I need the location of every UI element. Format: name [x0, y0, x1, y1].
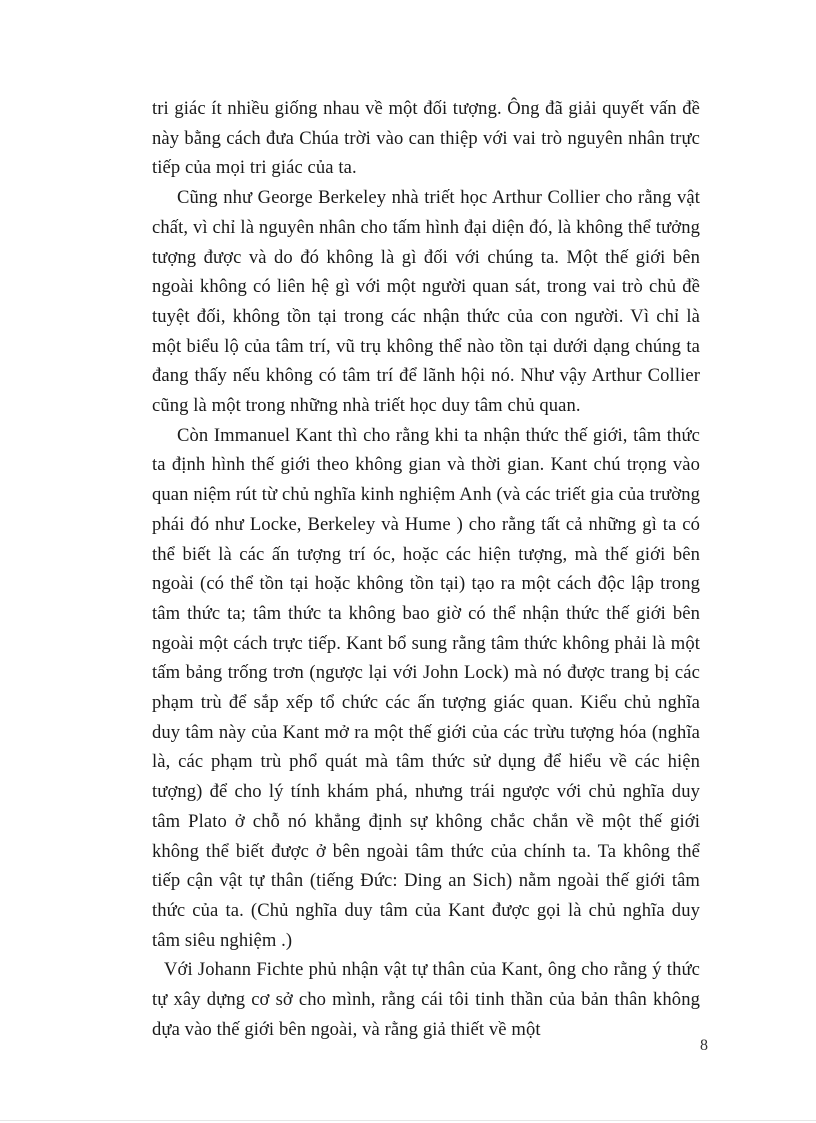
document-body — [152, 94, 700, 1045]
paragraph-immanuel-kant: Còn Immanuel Kant thì cho rằng khi ta nhận thức thế giới, tâm thức ta định hình thế giới theo không gian và thời gian. Kant chú trọng vào quan niệm rút từ chủ nghĩa kinh nghiệm Anh (và các triết gia của trường phái đó như Locke, Berkeley và Hume ) cho rằng tất cả những gì ta có thể biết là các ấn tượng trí óc, hoặc các hiện tượng, mà thế giới bên ngoài (có thể tồn tại hoặc không tồn tại) tạo ra một cách độc lập trong tâm thức ta; tâm thức ta không bao giờ có thể nhận thức thế giới bên ngoài một cách trực tiếp. Kant bổ sung rằng tâm thức không phải là một tấm bảng trống trơn (ngược lại với John Lock) mà nó được trang bị các phạm trù để sắp xếp tổ chức các ấn tượng giác quan. Kiểu chủ nghĩa duy tâm này của Kant mở ra một thế giới của các trừu tượng hóa (nghĩa là, các phạm trù phổ quát mà tâm thức sử dụng để hiểu về các hiện tượng) để cho lý tính khám phá, nhưng trái ngược với chủ nghĩa duy tâm Plato ở chỗ nó khẳng định sự không chắc chắn về một thế giới không thể biết được ở bên ngoài tâm thức của chính ta. Ta không thể tiếp cận vật tự thân (tiếng Đức: Ding an Sich) nằm ngoài thế giới tâm thức của ta. (Chủ nghĩa duy tâm của Kant được gọi là chủ nghĩa duy tâm siêu nghiệm .) — [152, 424, 700, 951]
paragraph-arthur-collier: Cũng như George Berkeley nhà triết học Arthur Collier cho rằng vật chất, vì chỉ là nguyên nhân cho tấm hình đại diện đó, là không thể tưởng tượng được và do đó không là gì đối với chúng ta. Một thế giới bên ngoài không có liên hệ gì với một người quan sát, trong vai trò chủ đề tuyệt đối, không tồn tại trong các nhận thức của con người. Vì chỉ là một biểu lộ của tâm trí, vũ trụ không thể nào tồn tại dưới dạng chúng ta đang thấy nếu không có tâm trí để lãnh hội nó. Như vậy Arthur Collier cũng là một trong những nhà triết học duy tâm chủ quan. — [152, 187, 700, 417]
paragraph-johann-fichte: Với Johann Fichte phủ nhận vật tự thân của Kant, ông cho rằng ý thức tự xây dựng cơ sở cho mình, rằng cái tôi tinh thần của bản thân không dựa vào thế giới bên ngoài, và rằng giả thiết về một — [152, 959, 700, 1040]
paragraph-continuation: tri giác ít nhiều giống nhau về một đối tượng. Ông đã giải quyết vấn đề này bằng cách đưa Chúa trời vào can thiệp với vai trò nguyên nhân trực tiếp của mọi tri giác của ta. — [152, 98, 700, 179]
page-number: 8 — [700, 1037, 708, 1054]
page-bottom-edge — [0, 1120, 816, 1121]
